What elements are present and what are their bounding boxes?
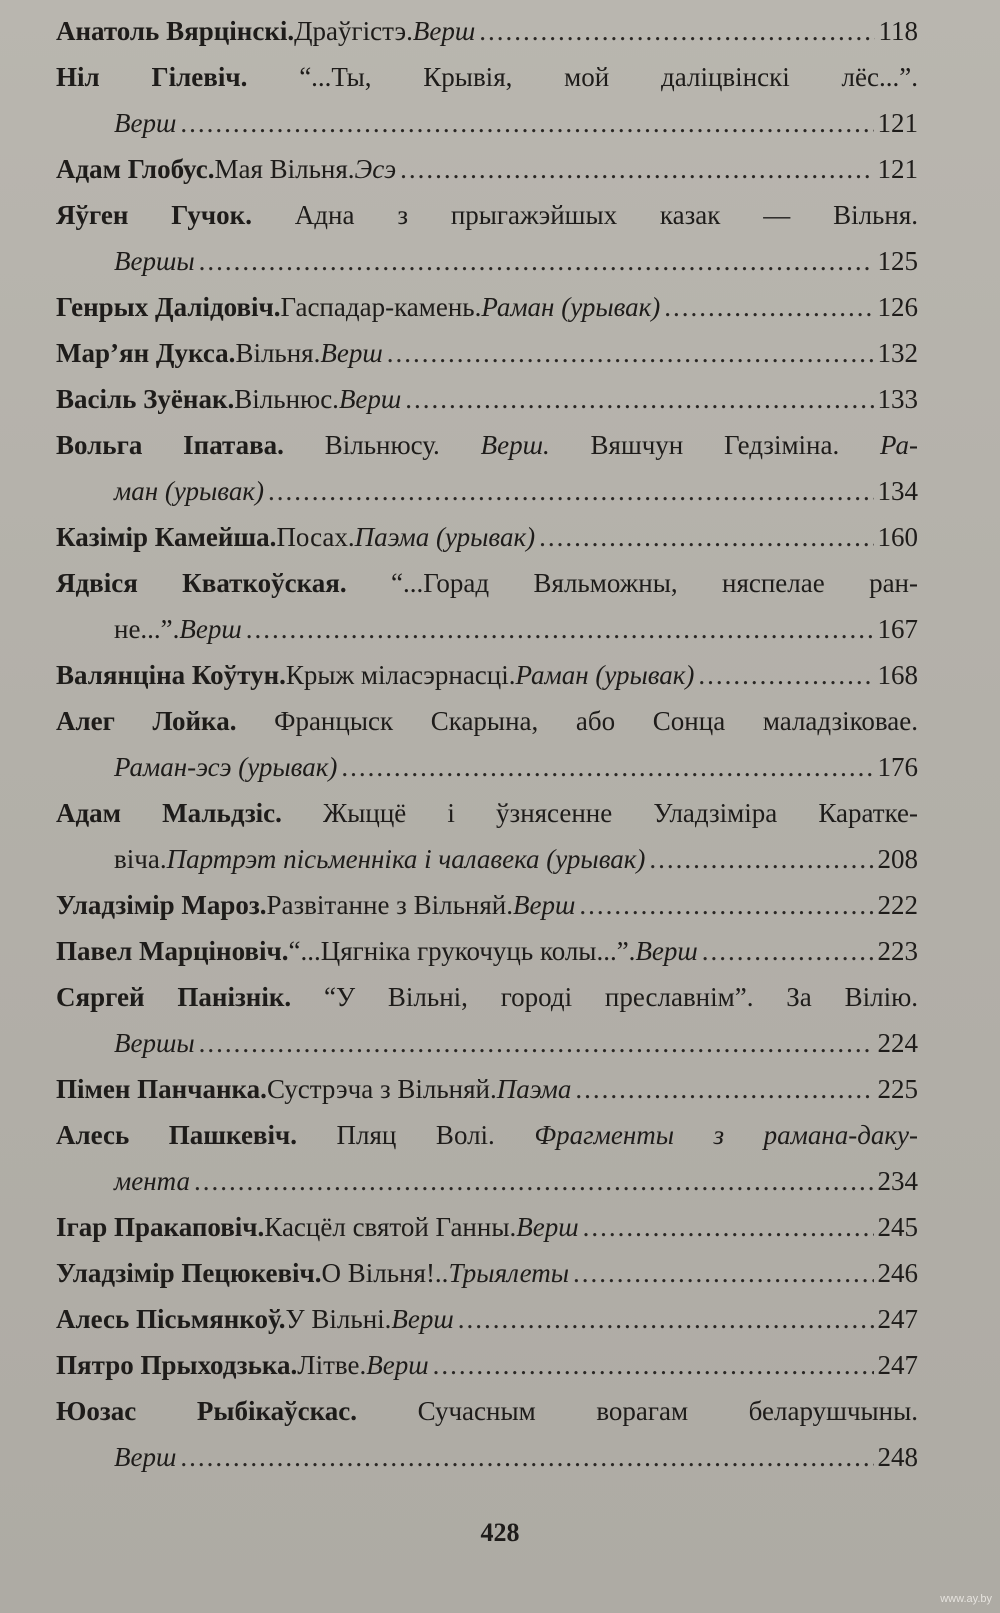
entry-author: Вольга Іпатава. xyxy=(56,430,284,460)
entry-title: Развітанне з Вільняй. xyxy=(266,890,513,920)
leader-dots xyxy=(180,1434,873,1480)
entry-genre: Паэма xyxy=(496,1074,572,1104)
entry-author: Алесь Пісьмянкоў. xyxy=(56,1304,286,1334)
toc-entry xyxy=(56,698,918,790)
table-of-contents xyxy=(56,8,918,1480)
entry-author: Уладзімір Мароз. xyxy=(56,890,267,920)
entry-genre: Фрагменты з рамана-даку- xyxy=(534,1120,919,1150)
entry-title: “У Вільні, городі преславнім”. За Вілію. xyxy=(291,982,919,1012)
entry-page: 223 xyxy=(877,936,918,966)
entry-title: “...Горад Вяльможны, няспелае ран- xyxy=(346,568,918,598)
leader-dots xyxy=(387,330,874,376)
leader-dots xyxy=(575,1066,873,1112)
entry-page: 121 xyxy=(877,154,918,184)
entry-genre: Раман-эсэ (урывак) xyxy=(114,752,338,782)
entry-page: 247 xyxy=(877,1304,918,1334)
leader-dots xyxy=(199,1020,874,1066)
entry-genre: Верш xyxy=(512,890,576,920)
entry-genre: Верш xyxy=(391,1304,454,1334)
entry-author: Алег Лойка. xyxy=(56,706,237,736)
leader-dots xyxy=(698,652,873,698)
entry-page: 248 xyxy=(877,1442,918,1472)
toc-entry xyxy=(56,1250,918,1296)
entry-title-cont: віча. xyxy=(114,844,167,874)
entry-author: Ядвіся Кваткоўская. xyxy=(56,568,347,598)
toc-entry xyxy=(56,790,918,882)
leader-dots xyxy=(702,928,874,974)
entry-page: 118 xyxy=(878,16,918,46)
entry-author: Сяргей Панізнік. xyxy=(56,982,292,1012)
toc-entry xyxy=(56,422,918,514)
entry-page: 222 xyxy=(877,890,918,920)
entry-genre: Вершы xyxy=(114,246,195,276)
entry-genre: Верш xyxy=(516,1212,579,1242)
entry-genre: Верш xyxy=(114,1442,177,1472)
toc-entry xyxy=(56,882,918,928)
entry-author: Васіль Зуёнак. xyxy=(56,384,235,414)
toc-entry xyxy=(56,1342,918,1388)
toc-entry xyxy=(56,8,918,54)
toc-entry xyxy=(56,284,918,330)
entry-genre: Верш xyxy=(412,16,476,46)
entry-page: 246 xyxy=(877,1258,918,1288)
entry-page: 126 xyxy=(877,292,918,322)
entry-author: Ніл Гілевіч. xyxy=(56,62,248,92)
entry-author: Алесь Пашкевіч. xyxy=(56,1120,297,1150)
entry-title: У Вільні. xyxy=(285,1304,392,1334)
entry-page: 125 xyxy=(877,246,918,276)
page-number: 428 xyxy=(480,1518,520,1547)
toc-entry xyxy=(56,1066,918,1112)
entry-genre: Эсэ xyxy=(354,154,397,184)
entry-title: Францыск Скарына, або Сонца маладзіковае. xyxy=(236,706,918,736)
leader-dots xyxy=(458,1296,874,1342)
entry-genre: Верш xyxy=(114,108,177,138)
entry-title: Літве. xyxy=(297,1350,367,1380)
leader-dots xyxy=(579,882,873,928)
toc-entry xyxy=(56,1112,918,1204)
entry-author: Мар’ян Дукса. xyxy=(56,338,236,368)
entry-page: 208 xyxy=(877,844,918,874)
toc-entry xyxy=(56,376,918,422)
entry-title: “...Ты, Крывія, мой даліцвінскі лёс...”. xyxy=(247,62,918,92)
entry-author: Казімір Камейша. xyxy=(56,522,277,552)
toc-entry xyxy=(56,1204,918,1250)
entry-title: Сучасным ворагам беларушчыны. xyxy=(356,1396,918,1426)
leader-dots xyxy=(664,284,873,330)
toc-entry xyxy=(56,192,918,284)
entry-genre: Паэма (урывак) xyxy=(354,522,536,552)
entry-page: 160 xyxy=(877,522,918,552)
entry-genre-cont: мента xyxy=(114,1166,190,1196)
entry-title: Жыццё і ўзнясенне Уладзіміра Каратке- xyxy=(281,798,918,828)
toc-entry xyxy=(56,146,918,192)
entry-author: Адам Мальдзіс. xyxy=(56,798,282,828)
leader-dots xyxy=(180,100,873,146)
leader-dots xyxy=(194,1158,874,1204)
leader-dots xyxy=(405,376,873,422)
entry-genre: Верш xyxy=(635,936,698,966)
entry-page: 176 xyxy=(877,752,918,782)
leader-dots xyxy=(400,146,873,192)
leader-dots xyxy=(199,238,874,284)
entry-genre: Верш. xyxy=(480,430,550,460)
leader-dots xyxy=(433,1342,874,1388)
leader-dots xyxy=(573,1250,874,1296)
leader-dots xyxy=(268,468,874,514)
entry-title: Касцёл святой Ганны. xyxy=(264,1212,517,1242)
entry-title: Пляц Волі. xyxy=(297,1120,535,1150)
entry-page: 121 xyxy=(877,108,918,138)
entry-genre: Вершы xyxy=(114,1028,195,1058)
entry-page: 234 xyxy=(877,1166,918,1196)
entry-page: 245 xyxy=(877,1212,918,1242)
entry-title: Посах. xyxy=(276,522,355,552)
entry-title: Вільня. xyxy=(235,338,321,368)
entry-genre: Верш xyxy=(179,614,242,644)
entry-author: Анатоль Вярцінскі. xyxy=(56,16,295,46)
entry-genre: Раман (урывак) xyxy=(481,292,661,322)
entry-page: 167 xyxy=(877,614,918,644)
entry-title: Адна з прыгажэйшых казак — Вільня. xyxy=(251,200,918,230)
entry-title: Сустрэча з Вільняй. xyxy=(266,1074,497,1104)
entry-page: 224 xyxy=(877,1028,918,1058)
entry-genre: Верш xyxy=(338,384,402,414)
toc-entry xyxy=(56,54,918,146)
entry-title-cont: не...”. xyxy=(114,614,180,644)
leader-dots xyxy=(479,8,874,54)
leader-dots xyxy=(539,514,873,560)
entry-genre: ман (урывак) xyxy=(114,476,264,506)
entry-genre-2: Ра- xyxy=(880,430,918,460)
toc-entry xyxy=(56,928,918,974)
entry-page: 134 xyxy=(877,476,918,506)
entry-title: Драўгістэ. xyxy=(294,16,413,46)
entry-author: Уладзімір Пецюкевіч. xyxy=(56,1258,322,1288)
entry-title: Крыж міласэрнасці. xyxy=(285,660,516,690)
entry-author: Генрых Далідовіч. xyxy=(56,292,281,322)
toc-entry xyxy=(56,1388,918,1480)
entry-genre: Верш xyxy=(366,1350,429,1380)
entry-author: Пятро Прыходзька. xyxy=(56,1350,298,1380)
entry-genre: Раман (урывак) xyxy=(515,660,695,690)
watermark: www.ay.by xyxy=(940,1593,992,1605)
leader-dots xyxy=(341,744,873,790)
entry-page: 247 xyxy=(877,1350,918,1380)
entry-title: “...Цягніка грукочуць колы...”. xyxy=(288,936,636,966)
toc-entry xyxy=(56,1296,918,1342)
entry-title: О Вільня!.. xyxy=(321,1258,449,1288)
toc-entry xyxy=(56,514,918,560)
leader-dots xyxy=(583,1204,874,1250)
entry-author: Адам Глобус. xyxy=(56,154,215,184)
entry-page: 225 xyxy=(877,1074,918,1104)
entry-title: Гаспадар-камень. xyxy=(280,292,482,322)
toc-entry xyxy=(56,974,918,1066)
entry-author: Валянціна Коўтун. xyxy=(56,660,286,690)
entry-page: 133 xyxy=(877,384,918,414)
entry-genre: Партрэт пісьменніка і чалавека (урывак) xyxy=(166,844,646,874)
leader-dots xyxy=(246,606,874,652)
entry-author: Ігар Пракаповіч. xyxy=(56,1212,265,1242)
entry-author: Павел Марціновіч. xyxy=(56,936,289,966)
entry-title: Вільнюс. xyxy=(234,384,339,414)
entry-genre: Трыялеты xyxy=(448,1258,569,1288)
toc-entry xyxy=(56,652,918,698)
entry-title: Вільнюсу. xyxy=(283,430,481,460)
entry-title-2: Вяшчун Гедзіміна. xyxy=(549,430,881,460)
toc-entry xyxy=(56,560,918,652)
entry-page: 168 xyxy=(877,660,918,690)
leader-dots xyxy=(649,836,873,882)
entry-page: 132 xyxy=(877,338,918,368)
entry-author: Яўген Гучок. xyxy=(56,200,252,230)
entry-author: Юозас Рыбікаўскас. xyxy=(56,1396,357,1426)
entry-title: Мая Вільня. xyxy=(214,154,355,184)
entry-genre: Верш xyxy=(320,338,383,368)
toc-entry xyxy=(56,330,918,376)
entry-author: Пімен Панчанка. xyxy=(56,1074,267,1104)
